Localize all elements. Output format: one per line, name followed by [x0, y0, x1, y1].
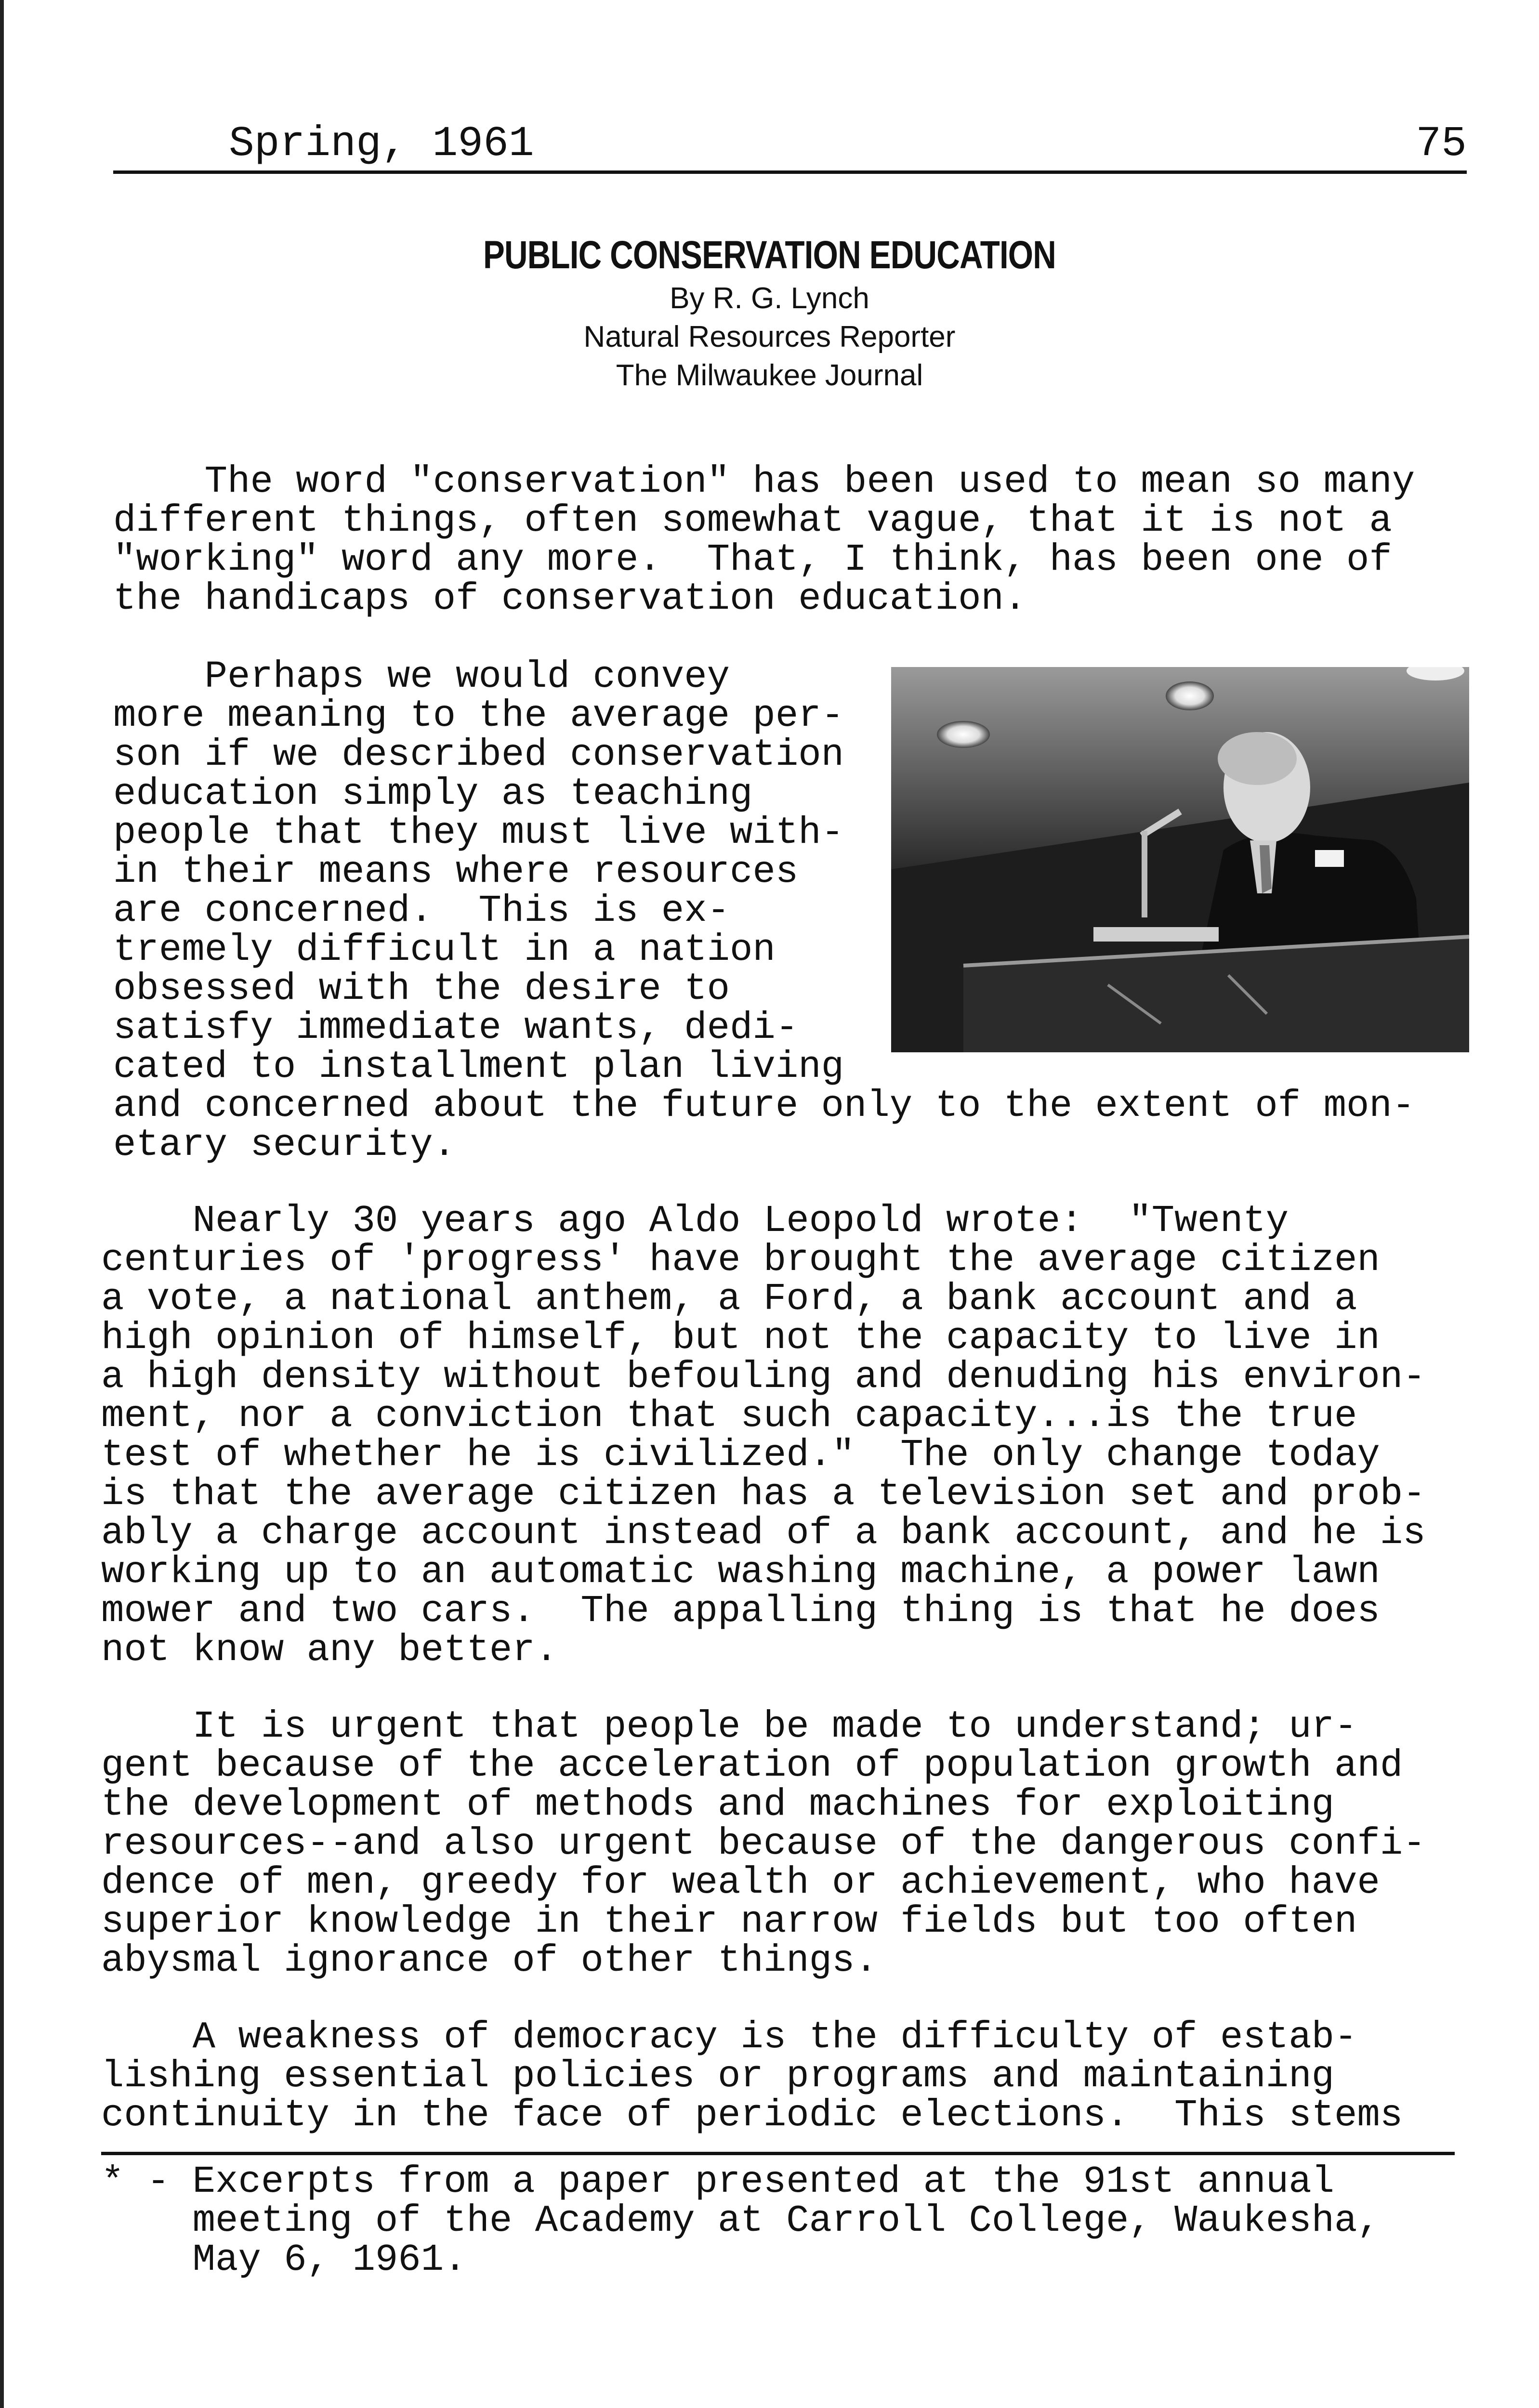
speaker-photo-graphic [891, 667, 1469, 1052]
publication-name: The Milwaukee Journal [616, 359, 923, 392]
paragraph-1: The word "conservation" has been used to mean so many different things, often somewhat vague, that it is not a "working" word any more. That, I think, has been one of the handicaps of conservation education. [113, 460, 1415, 620]
title-block [0, 231, 1539, 395]
footnote-rule [101, 2152, 1455, 2155]
paragraph-3: Nearly 30 years ago Aldo Leopold wrote: "Twenty centuries of 'progress' have brought the average citizen a vote, a national anthem, a Ford, a bank account and a high opinion of himself, but not the capacity to live in a high density without befouling and denuding his environ- ment, nor a conviction that such capacity...is the true test of whether he is civilized." The only change today is that the average citizen has a television set and prob- ably a charge account instead of a bank account, and he is working up to an automatic washing machine, a power lawn mower and two cars. The appalling thing is that he does not know any better. [101, 1199, 1426, 1672]
byline: By R. G. Lynch [670, 282, 869, 315]
paragraph-2-continued: and concerned about the future only to the extent of mon- etary security. [113, 1084, 1415, 1166]
header-rule [113, 170, 1467, 174]
article-title: PUBLIC CONSERVATION EDUCATION [483, 233, 1056, 277]
paragraph-5: A weakness of democracy is the difficulty of estab- lishing essential policies or programs and maintaining continuity in the face of periodic elections. This stems [101, 2015, 1403, 2137]
issue-date: Spring, 1961 [229, 120, 534, 168]
paragraph-2-wrapped: Perhaps we would convey more meaning to the average per- son if we described conservation education simply as teaching people that they must live with- in their means where resources are concerned. This is ex- tremely difficult in a nation obsessed with the desire to satisfy immediate wants, dedi- cated to installment plan living [113, 655, 844, 1088]
speaker-photo [891, 667, 1469, 1052]
paragraph-4: It is urgent that people be made to understand; ur- gent because of the acceleration of population growth and the development of methods and machines for exploiting resources--and also urgent because of the dangerous confi- dence of men, greedy for wealth or achievement, who have superior knowledge in their narrow fields but too often abysmal ignorance of other things. [101, 1705, 1426, 1982]
author-role: Natural Resources Reporter [583, 320, 956, 353]
page-number: 75 [1416, 120, 1467, 168]
page-header [113, 116, 1467, 169]
footnote: * - Excerpts from a paper presented at the 91st annual meeting of the Academy at Carroll College, Waukesha, May 6, 1961. [101, 2160, 1380, 2281]
